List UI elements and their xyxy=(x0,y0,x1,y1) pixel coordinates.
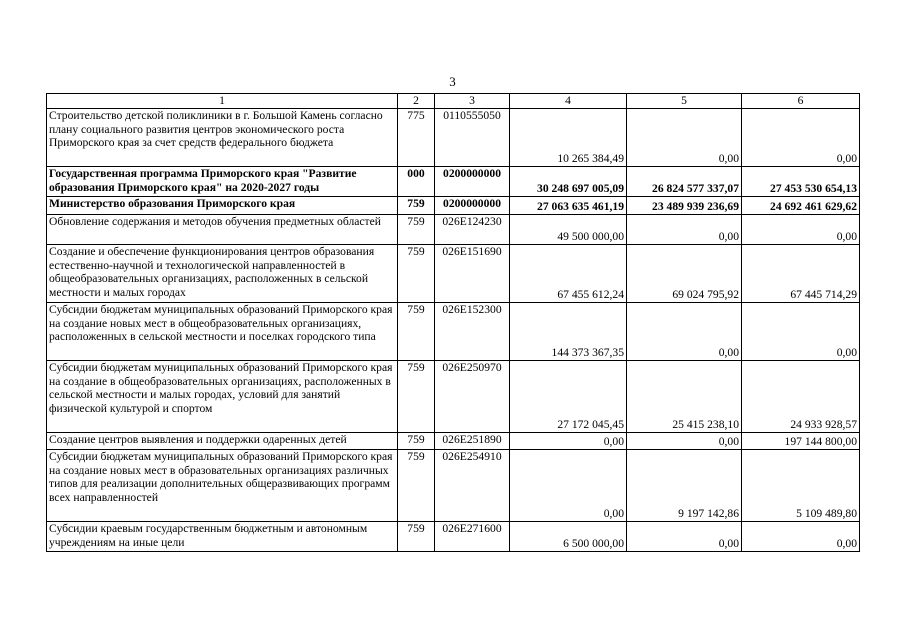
row-amount-col5: 0,00 xyxy=(627,303,742,361)
row-name: Субсидии бюджетам муниципальных образований Приморского края на создание новых мест в образовательных организациях различных типов для реализации дополнительных общеразвивающих программ всех направленностей xyxy=(47,450,398,522)
row-csr-code: 026E250970 xyxy=(435,361,510,433)
row-amount-col4: 6 500 000,00 xyxy=(510,522,627,552)
row-grbs-code: 759 xyxy=(398,522,435,552)
row-name: Министерство образования Приморского края xyxy=(47,197,398,215)
row-csr-code: 026E271600 xyxy=(435,522,510,552)
row-amount-col5: 25 415 238,10 xyxy=(627,361,742,433)
table-row xyxy=(47,215,860,245)
row-amount-col6: 0,00 xyxy=(742,109,860,167)
row-amount-col6: 24 933 928,57 xyxy=(742,361,860,433)
row-name: Обновление содержания и методов обучения предметных областей xyxy=(47,215,398,245)
row-amount-col6: 24 692 461 629,62 xyxy=(742,197,860,215)
row-grbs-code: 759 xyxy=(398,450,435,522)
row-amount-col4: 0,00 xyxy=(510,450,627,522)
row-amount-col4: 144 373 367,35 xyxy=(510,303,627,361)
row-amount-col4: 27 172 045,45 xyxy=(510,361,627,433)
column-header: 2 xyxy=(398,94,435,109)
row-amount-col4: 10 265 384,49 xyxy=(510,109,627,167)
row-amount-col5: 0,00 xyxy=(627,433,742,450)
table-row xyxy=(47,450,860,522)
column-header: 3 xyxy=(435,94,510,109)
row-amount-col6: 0,00 xyxy=(742,215,860,245)
column-header: 5 xyxy=(627,94,742,109)
table-row xyxy=(47,361,860,433)
column-header: 6 xyxy=(742,94,860,109)
row-csr-code: 026E124230 xyxy=(435,215,510,245)
page-number: 3 xyxy=(449,74,456,89)
row-grbs-code: 759 xyxy=(398,197,435,215)
row-amount-col6: 197 144 800,00 xyxy=(742,433,860,450)
table-row xyxy=(47,522,860,552)
row-amount-col4: 30 248 697 005,09 xyxy=(510,167,627,197)
row-name: Субсидии краевым государственным бюджетным и автономным учреждениям на иные цели xyxy=(47,522,398,552)
row-grbs-code: 759 xyxy=(398,361,435,433)
row-grbs-code: 759 xyxy=(398,433,435,450)
row-name: Государственная программа Приморского края "Развитие образования Приморского края" на 2020-2027 годы xyxy=(47,167,398,197)
row-name: Строительство детской поликлиники в г. Большой Камень согласно плану социального развития центров экономического роста Приморского края за счет средств федерального бюджета xyxy=(47,109,398,167)
row-amount-col6: 5 109 489,80 xyxy=(742,450,860,522)
row-name: Субсидии бюджетам муниципальных образований Приморского края на создание в общеобразовательных организациях, расположенных в сельской местности и малых городах, условий для занятий физической культурой и спортом xyxy=(47,361,398,433)
row-amount-col4: 0,00 xyxy=(510,433,627,450)
budget-table xyxy=(46,93,860,552)
row-amount-col5: 0,00 xyxy=(627,522,742,552)
row-amount-col4: 27 063 635 461,19 xyxy=(510,197,627,215)
row-grbs-code: 759 xyxy=(398,245,435,303)
row-amount-col5: 0,00 xyxy=(627,215,742,245)
row-grbs-code: 759 xyxy=(398,303,435,361)
table-row xyxy=(47,109,860,167)
row-csr-code: 026E254910 xyxy=(435,450,510,522)
row-csr-code: 026E151690 xyxy=(435,245,510,303)
row-amount-col5: 26 824 577 337,07 xyxy=(627,167,742,197)
column-header: 1 xyxy=(47,94,398,109)
column-header: 4 xyxy=(510,94,627,109)
row-amount-col5: 9 197 142,86 xyxy=(627,450,742,522)
row-amount-col4: 49 500 000,00 xyxy=(510,215,627,245)
row-csr-code: 0110555050 xyxy=(435,109,510,167)
row-amount-col4: 67 455 612,24 xyxy=(510,245,627,303)
table-row xyxy=(47,197,860,215)
row-csr-code: 026E251890 xyxy=(435,433,510,450)
table-header-row xyxy=(47,94,860,109)
row-grbs-code: 775 xyxy=(398,109,435,167)
row-csr-code: 026E152300 xyxy=(435,303,510,361)
table-row xyxy=(47,245,860,303)
row-amount-col6: 67 445 714,29 xyxy=(742,245,860,303)
row-name: Субсидии бюджетам муниципальных образований Приморского края на создание новых мест в общеобразовательных организациях, расположенных в сельской местности и поселках городского типа xyxy=(47,303,398,361)
row-amount-col5: 0,00 xyxy=(627,109,742,167)
row-amount-col5: 69 024 795,92 xyxy=(627,245,742,303)
table-row xyxy=(47,303,860,361)
row-amount-col6: 0,00 xyxy=(742,303,860,361)
row-name: Создание и обеспечение функционирования центров образования естественно-научной и технологической направленностей в общеобразовательных организациях, расположенных в сельской местности и малых городах xyxy=(47,245,398,303)
row-grbs-code: 759 xyxy=(398,215,435,245)
row-amount-col5: 23 489 939 236,69 xyxy=(627,197,742,215)
row-amount-col6: 0,00 xyxy=(742,522,860,552)
row-csr-code: 0200000000 xyxy=(435,197,510,215)
row-name: Создание центров выявления и поддержки одаренных детей xyxy=(47,433,398,450)
row-amount-col6: 27 453 530 654,13 xyxy=(742,167,860,197)
table-row xyxy=(47,433,860,450)
table-row xyxy=(47,167,860,197)
row-csr-code: 0200000000 xyxy=(435,167,510,197)
row-grbs-code: 000 xyxy=(398,167,435,197)
